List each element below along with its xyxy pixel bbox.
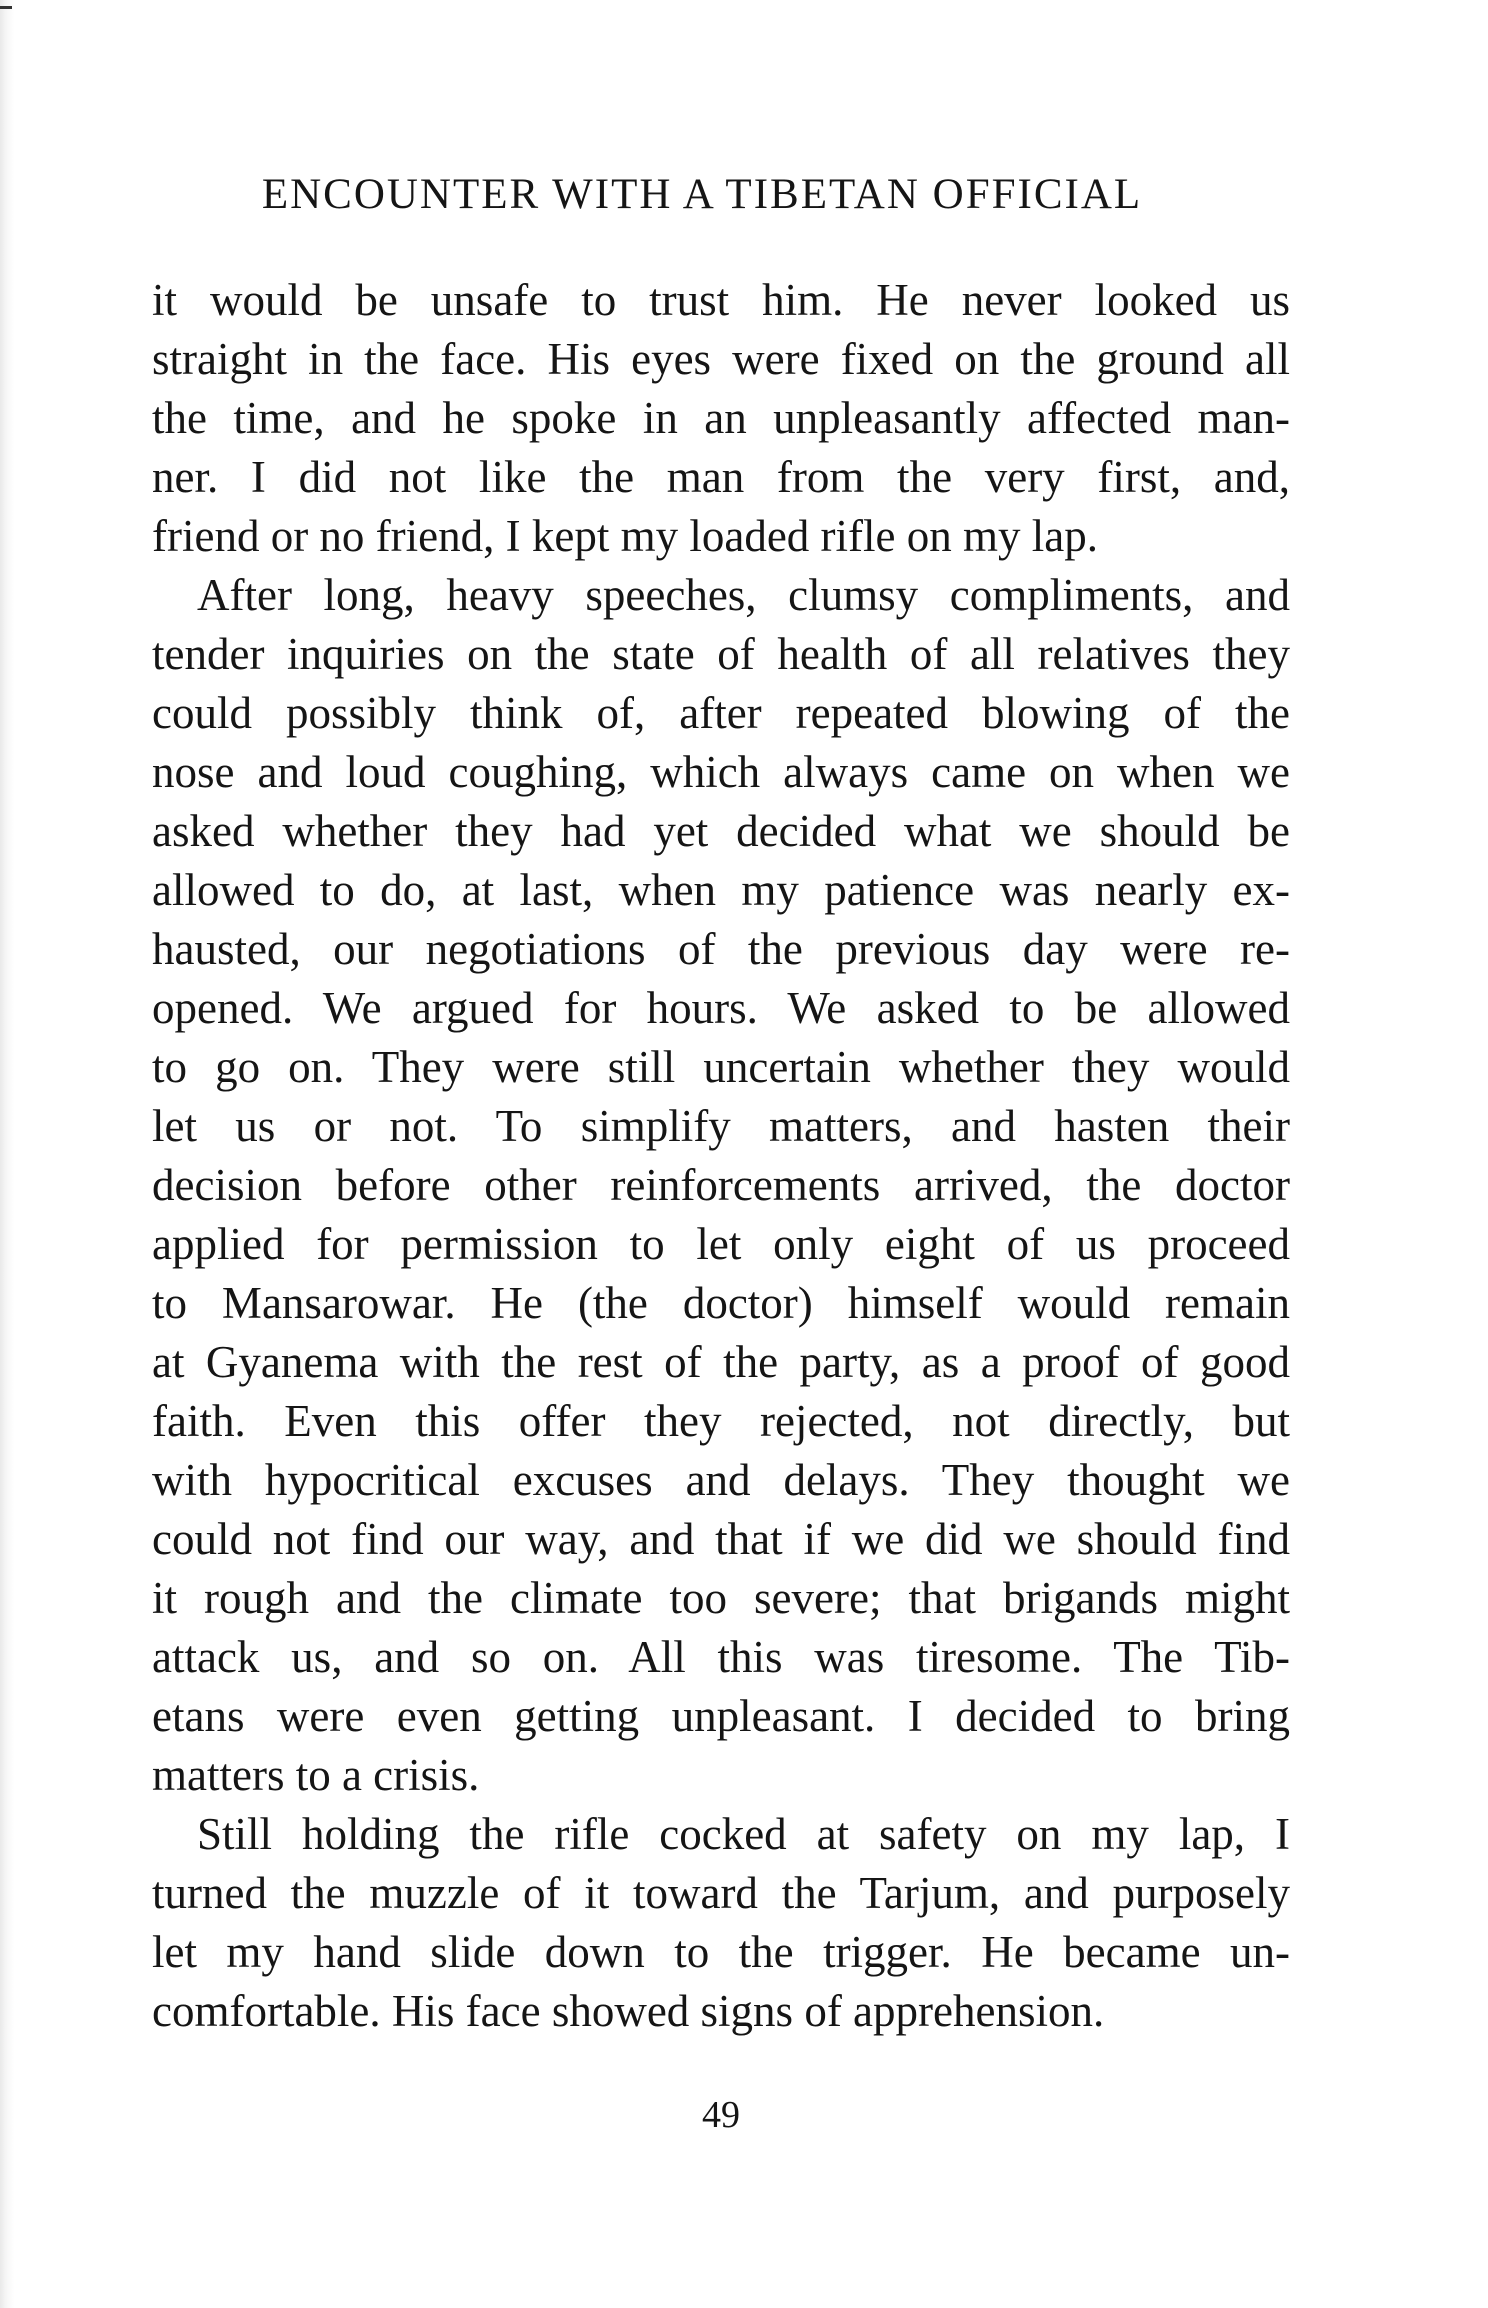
- text-line: comfortable. His face showed signs of apprehension.: [152, 1986, 1105, 2036]
- text-line: ner. I did not like the man from the very first, and,: [152, 452, 1290, 502]
- paragraph: [152, 271, 1290, 566]
- text-line: at Gyanema with the rest of the party, as a proof of good: [152, 1337, 1290, 1387]
- text-line: friend or no friend, I kept my loaded rifle on my lap.: [152, 511, 1098, 561]
- text-line: allowed to do, at last, when my patience was nearly ex-: [152, 865, 1290, 915]
- text-line: matters to a crisis.: [152, 1750, 480, 1800]
- page-number: 49: [702, 2094, 740, 2136]
- scan-edge-shadow: [0, 0, 14, 2308]
- text-line: the time, and he spoke in an unpleasantly affected man-: [152, 393, 1290, 443]
- text-line: faith. Even this offer they rejected, not directly, but: [152, 1396, 1290, 1446]
- text-line: to go on. They were still uncertain whether they would: [152, 1042, 1290, 1092]
- body-text: [152, 271, 1290, 2041]
- paragraph: [152, 1805, 1290, 2041]
- running-head: ENCOUNTER WITH A TIBETAN OFFICIAL: [261, 171, 1143, 218]
- text-line: could possibly think of, after repeated blowing of the: [152, 688, 1290, 738]
- text-line: asked whether they had yet decided what we should be: [152, 806, 1290, 856]
- text-line: let my hand slide down to the trigger. He became un-: [152, 1927, 1290, 1977]
- text-line: straight in the face. His eyes were fixed on the ground all: [152, 334, 1290, 384]
- text-line: turned the muzzle of it toward the Tarjum, and purposely: [152, 1868, 1290, 1918]
- text-line: let us or not. To simplify matters, and hasten their: [152, 1101, 1290, 1151]
- text-line: decision before other reinforcements arrived, the doctor: [152, 1160, 1290, 1210]
- text-line: nose and loud coughing, which always came on when we: [152, 747, 1290, 797]
- text-line: it would be unsafe to trust him. He never looked us: [152, 275, 1290, 325]
- paragraph: [152, 566, 1290, 1805]
- text-line: After long, heavy speeches, clumsy compliments, and: [197, 570, 1290, 620]
- text-line: tender inquiries on the state of health of all relatives they: [152, 629, 1290, 679]
- text-line: Still holding the rifle cocked at safety on my lap, I: [197, 1809, 1290, 1859]
- text-line: attack us, and so on. All this was tiresome. The Tib-: [152, 1632, 1290, 1682]
- text-line: hausted, our negotiations of the previous day were re-: [152, 924, 1290, 974]
- text-line: with hypocritical excuses and delays. They thought we: [152, 1455, 1290, 1505]
- text-line: opened. We argued for hours. We asked to be allowed: [152, 983, 1290, 1033]
- scan-corner-mark: [0, 6, 12, 9]
- text-line: to Mansarowar. He (the doctor) himself would remain: [152, 1278, 1290, 1328]
- text-line: it rough and the climate too severe; that brigands might: [152, 1573, 1290, 1623]
- text-line: applied for permission to let only eight of us proceed: [152, 1219, 1290, 1269]
- text-line: etans were even getting unpleasant. I decided to bring: [152, 1691, 1290, 1741]
- text-line: could not find our way, and that if we did we should find: [152, 1514, 1290, 1564]
